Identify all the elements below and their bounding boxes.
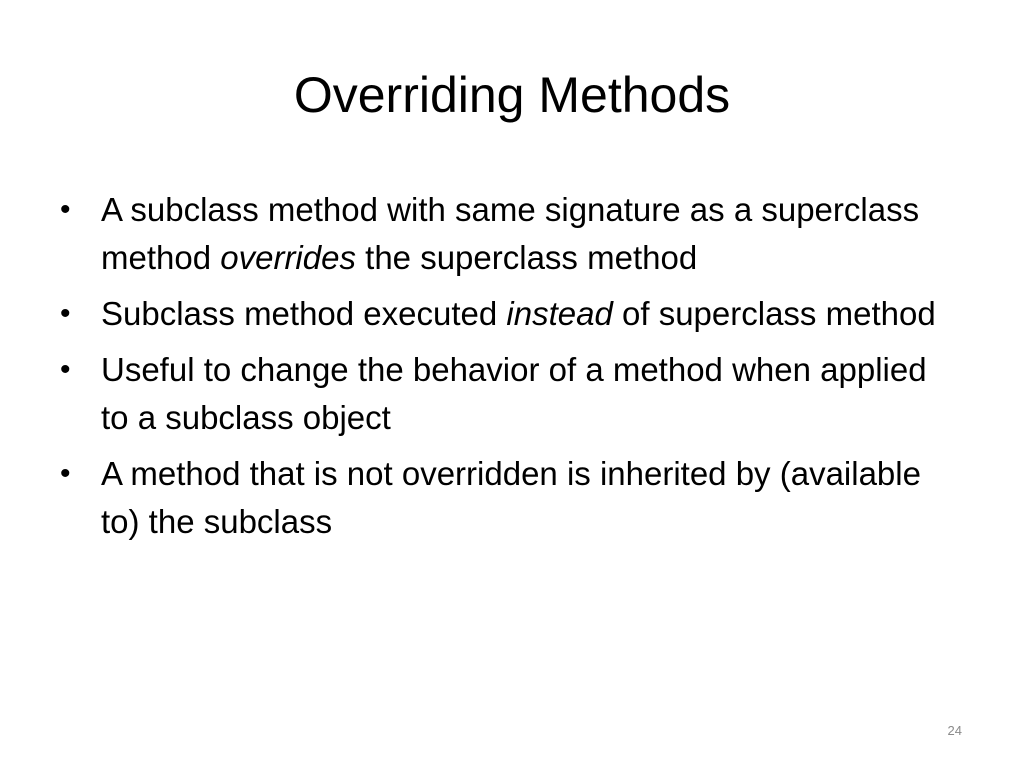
bullet-dot-icon: •	[60, 457, 71, 490]
bullet-text	[101, 295, 936, 332]
bullet-text-part: Subclass method executed	[101, 295, 507, 332]
bullet-item	[58, 346, 958, 442]
bullet-emphasis: instead	[506, 295, 613, 332]
bullet-item	[58, 186, 958, 282]
bullet-dot-icon: •	[60, 193, 71, 226]
slide-title: Overriding Methods	[293, 67, 731, 123]
bullet-dot-icon: •	[60, 297, 71, 330]
page-number: 24	[947, 723, 962, 738]
bullet-text-part: Useful to change the behavior of a method when applied to a subclass object	[101, 351, 927, 436]
bullet-item	[58, 290, 958, 338]
bullet-text-part: A subclass method with same signature as a superclass method	[101, 191, 920, 276]
bullet-text-part: the superclass method	[355, 239, 698, 276]
bullet-dot-icon: •	[60, 353, 71, 386]
bullet-text-part: A method that is not overridden is inherited by (available to) the subclass	[101, 455, 921, 540]
bullet-text	[101, 455, 921, 540]
bullet-text	[101, 191, 919, 276]
bullet-list	[58, 186, 958, 554]
bullet-item	[58, 450, 958, 546]
bullet-text	[101, 351, 927, 436]
bullet-text-part: of superclass method	[612, 295, 936, 332]
bullet-emphasis: overrides	[220, 239, 356, 276]
